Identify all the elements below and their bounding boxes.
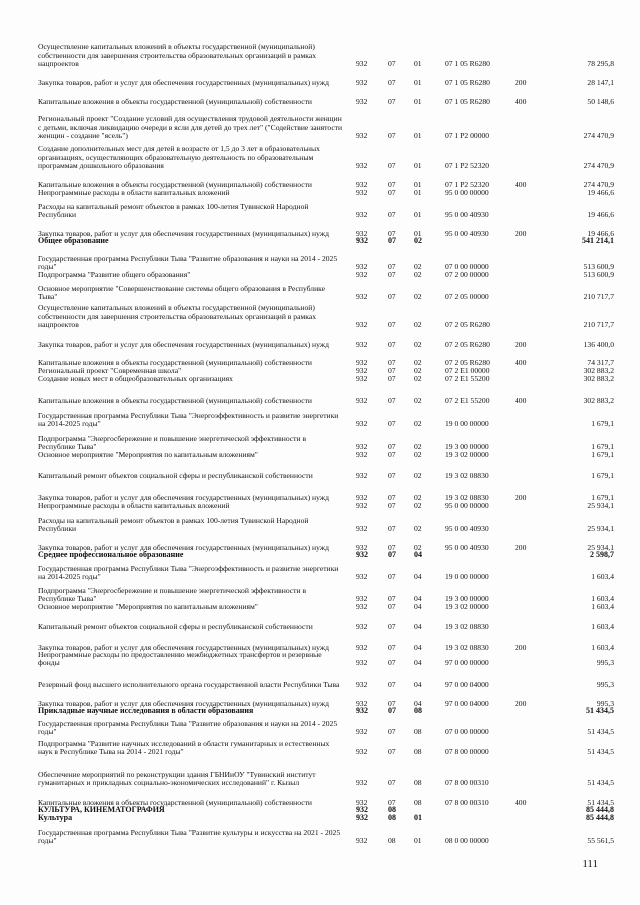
cell-adm: 932 <box>356 501 368 511</box>
cell-pr: 02 <box>414 236 422 246</box>
cell-sum: 85 444,8 <box>586 813 614 823</box>
cell-adm: 932 <box>356 161 368 171</box>
cell-sum: 25 934,1 <box>587 524 614 534</box>
cell-pr: 02 <box>414 493 422 503</box>
cell-rz: 07 <box>388 358 396 368</box>
cell-rz: 08 <box>388 836 396 846</box>
cell-vr: 200 <box>515 229 527 239</box>
cell-sum: 1 603,4 <box>591 622 614 632</box>
cell-sum: 1 603,4 <box>591 643 614 653</box>
cell-pr: 02 <box>414 366 422 376</box>
cell-sum: 50 148,6 <box>587 97 614 107</box>
cell-pr: 01 <box>414 97 422 107</box>
cell-adm: 932 <box>356 442 368 452</box>
cell-pr: 01 <box>414 836 422 846</box>
cell-sum: 1 603,4 <box>591 572 614 582</box>
cell-sum: 210 717,7 <box>583 292 614 302</box>
cell-cs: 95 0 00 40930 <box>445 229 489 239</box>
cell-pr: 04 <box>414 602 422 612</box>
cell-pr: 04 <box>414 622 422 632</box>
cell-vr: 200 <box>515 543 527 553</box>
cell-sum: 210 717,7 <box>583 320 614 330</box>
cell-pr: 02 <box>414 292 422 302</box>
cell-rz: 07 <box>388 229 396 239</box>
cell-adm: 932 <box>356 374 368 384</box>
cell-rz: 07 <box>388 572 396 582</box>
cell-cs: 07 2 05 R6280 <box>445 340 490 350</box>
cell-sum: 274 470,9 <box>583 131 614 141</box>
cell-cs: 95 0 00 40930 <box>445 210 489 220</box>
cell-rz: 07 <box>388 680 396 690</box>
cell-adm: 932 <box>356 543 368 553</box>
cell-cs: 19 3 02 00000 <box>445 602 489 612</box>
cell-adm: 932 <box>356 366 368 376</box>
cell-name: Культура <box>38 813 73 823</box>
cell-name: Создание новых мест в общеобразовательных организациях <box>38 374 233 384</box>
cell-adm: 932 <box>356 836 368 846</box>
cell-pr: 02 <box>414 358 422 368</box>
cell-cs: 95 0 00 40930 <box>445 543 489 553</box>
cell-rz: 07 <box>388 699 396 709</box>
cell-pr: 02 <box>414 442 422 452</box>
cell-pr: 01 <box>414 161 422 171</box>
cell-sum: 51 434,5 <box>586 706 614 716</box>
cell-sum: 513 600,9 <box>583 270 614 280</box>
cell-sum: 302 883,2 <box>583 366 614 376</box>
cell-pr: 04 <box>414 658 422 668</box>
cell-rz: 07 <box>388 340 396 350</box>
cell-name: Непрограммные расходы по предоставлению межбюджетных трансфертов и резервные фонды <box>38 649 322 668</box>
cell-name: Подпрограмма "Энергосбережение и повышение энергетической эффективности в Республике Тыва" <box>38 433 307 452</box>
cell-sum: 1 679,1 <box>591 493 614 503</box>
cell-cs: 07 1 05 R6280 <box>445 97 490 107</box>
cell-cs: 07 1 05 R6280 <box>445 78 490 88</box>
cell-name: Государственная программа Республики Тыва "Развитие культуры и искусства на 2021 - 2025 годы" <box>38 827 341 846</box>
cell-adm: 932 <box>356 450 368 460</box>
cell-rz: 07 <box>388 543 396 553</box>
cell-pr: 02 <box>414 340 422 350</box>
cell-adm: 932 <box>356 524 368 534</box>
cell-pr: 01 <box>414 210 422 220</box>
cell-name: Капитальный ремонт объектов социальной сферы и республиканской собственности <box>38 471 313 481</box>
cell-vr: 400 <box>515 358 527 368</box>
cell-cs: 19 3 02 00000 <box>445 450 489 460</box>
cell-cs: 07 1 P2 52320 <box>445 180 490 190</box>
cell-rz: 07 <box>388 658 396 668</box>
cell-rz: 07 <box>388 778 396 788</box>
cell-name: Закупка товаров, работ и услуг для обеспечения государственных (муниципальных) нужд <box>38 543 329 553</box>
cell-rz: 07 <box>388 270 396 280</box>
cell-cs: 07 1 P2 52320 <box>445 161 490 171</box>
cell-cs: 07 2 05 00000 <box>445 292 489 302</box>
cell-name: Обеспечение мероприятий по реконструкции здания ГБНИиОУ "Тувинский институт гуманитарных и прикладных социально-экономических исследований" г. Кызыл <box>38 769 316 788</box>
cell-cs: 19 3 02 08830 <box>445 622 489 632</box>
cell-cs: 97 0 00 00000 <box>445 658 489 668</box>
cell-sum: 1 603,4 <box>591 602 614 612</box>
cell-sum: 274 470,9 <box>583 161 614 171</box>
cell-name: Осуществление капитальных вложений в объекты государственной (муниципальной) собственности для завершения строительства образовательных организаций в рамках нацпроектов <box>38 303 316 330</box>
cell-rz: 07 <box>388 131 396 141</box>
cell-pr: 02 <box>414 450 422 460</box>
cell-sum: 1 679,1 <box>591 419 614 429</box>
cell-adm: 932 <box>356 262 368 272</box>
cell-cs: 97 0 00 04000 <box>445 699 489 709</box>
cell-cs: 08 0 00 00000 <box>445 836 489 846</box>
cell-rz: 07 <box>388 374 396 384</box>
cell-rz: 07 <box>388 210 396 220</box>
cell-rz: 07 <box>388 320 396 330</box>
cell-pr: 08 <box>414 778 422 788</box>
cell-rz: 07 <box>388 292 396 302</box>
cell-sum: 302 883,2 <box>583 374 614 384</box>
cell-sum: 74 317,7 <box>587 358 614 368</box>
cell-name: Государственная программа Республики Тыва "Энергоэффективность и развитие энергетики на 2014-2025 годы" <box>38 410 339 429</box>
cell-sum: 85 444,8 <box>586 805 614 815</box>
cell-adm: 932 <box>356 622 368 632</box>
cell-name: Общее образование <box>38 236 109 246</box>
cell-adm: 932 <box>356 778 368 788</box>
cell-pr: 02 <box>414 396 422 406</box>
cell-vr: 400 <box>515 97 527 107</box>
cell-vr: 200 <box>515 493 527 503</box>
cell-cs: 07 2 00 00000 <box>445 270 489 280</box>
cell-name: Непрограммные расходы в области капитальных вложений <box>38 501 230 511</box>
cell-rz: 07 <box>388 396 396 406</box>
cell-rz: 07 <box>388 550 396 560</box>
cell-pr: 02 <box>414 320 422 330</box>
cell-pr: 01 <box>414 59 422 69</box>
cell-cs: 07 1 05 R6280 <box>445 59 490 69</box>
cell-pr: 02 <box>414 374 422 384</box>
cell-rz: 07 <box>388 78 396 88</box>
cell-adm: 932 <box>356 550 368 560</box>
cell-pr: 02 <box>414 270 422 280</box>
cell-name: Основное мероприятие "Мероприятия по капитальным вложениям" <box>38 602 258 612</box>
cell-adm: 932 <box>356 699 368 709</box>
cell-rz: 07 <box>388 262 396 272</box>
cell-name: Расходы на капитальный ремонт объектов в рамках 100-летия Тувинской Народной Республики <box>38 515 309 534</box>
cell-adm: 932 <box>356 419 368 429</box>
cell-pr: 04 <box>414 643 422 653</box>
cell-pr: 08 <box>414 747 422 757</box>
cell-rz: 08 <box>388 813 396 823</box>
cell-pr: 01 <box>414 180 422 190</box>
cell-cs: 07 8 00 00310 <box>445 778 489 788</box>
cell-sum: 136 400,0 <box>583 340 614 350</box>
cell-adm: 932 <box>356 229 368 239</box>
cell-cs: 19 3 00 00000 <box>445 594 489 604</box>
cell-pr: 04 <box>414 550 422 560</box>
cell-cs: 19 0 00 00000 <box>445 572 489 582</box>
cell-name: Осуществление капитальных вложений в объекты государственной (муниципальной) собственности для завершения строительства образовательных организаций в рамках нацпроектов <box>38 42 316 69</box>
cell-pr: 08 <box>414 727 422 737</box>
cell-rz: 07 <box>388 188 396 198</box>
cell-pr: 04 <box>414 594 422 604</box>
cell-name: Государственная программа Республики Тыва "Энергоэффективность и развитие энергетики на 2014-2025 годы" <box>38 563 339 582</box>
cell-rz: 07 <box>388 97 396 107</box>
page-number: 111 <box>582 858 598 870</box>
cell-name: Закупка товаров, работ и услуг для обеспечения государственных (муниципальных) нужд <box>38 493 329 503</box>
cell-name: Создание дополнительных мест для детей в возрасте от 1,5 до 3 лет в образовательных организациях, осуществляющих образовательную деятельность по образовательным программам дошкольного образования <box>38 144 320 171</box>
cell-cs: 07 2 05 R6280 <box>445 320 490 330</box>
cell-vr: 200 <box>515 643 527 653</box>
cell-name: Основное мероприятие "Мероприятия по капитальным вложениям" <box>38 450 258 460</box>
cell-pr: 01 <box>414 813 422 823</box>
cell-sum: 1 603,4 <box>591 594 614 604</box>
cell-name: Капитальные вложения в объекты государственной (муниципальной) собственности <box>38 396 312 406</box>
cell-cs: 19 0 00 00000 <box>445 419 489 429</box>
cell-pr: 01 <box>414 78 422 88</box>
cell-adm: 932 <box>356 188 368 198</box>
cell-pr: 08 <box>414 706 422 716</box>
cell-rz: 07 <box>388 643 396 653</box>
cell-vr: 400 <box>515 180 527 190</box>
cell-rz: 07 <box>388 59 396 69</box>
cell-rz: 07 <box>388 622 396 632</box>
cell-cs: 19 3 02 08830 <box>445 471 489 481</box>
cell-cs: 07 8 00 00310 <box>445 798 489 808</box>
cell-name: Непрограммные расходы в области капитальных вложений <box>38 188 230 198</box>
cell-name: КУЛЬТУРА, КИНЕМАТОГРАФИЯ <box>38 805 165 815</box>
cell-adm: 932 <box>356 236 368 246</box>
cell-cs: 95 0 00 40930 <box>445 524 489 534</box>
cell-pr: 01 <box>414 188 422 198</box>
cell-sum: 513 600,9 <box>583 262 614 272</box>
cell-name: Капитальные вложения в объекты государственной (муниципальной) собственности <box>38 798 312 808</box>
cell-rz: 07 <box>388 236 396 246</box>
cell-sum: 19 466,6 <box>587 188 614 198</box>
cell-rz: 07 <box>388 180 396 190</box>
cell-name: Государственная программа Республики Тыва "Развитие образования и науки на 2014 - 2025 годы" <box>38 253 338 272</box>
cell-pr: 01 <box>414 229 422 239</box>
cell-cs: 07 0 00 00000 <box>445 727 489 737</box>
cell-pr: 04 <box>414 680 422 690</box>
cell-rz: 07 <box>388 602 396 612</box>
cell-rz: 07 <box>388 471 396 481</box>
cell-adm: 932 <box>356 805 368 815</box>
cell-sum: 2 598,7 <box>590 550 614 560</box>
cell-cs: 07 2 E1 55200 <box>445 396 490 406</box>
cell-vr: 200 <box>515 340 527 350</box>
cell-sum: 541 214,1 <box>582 236 614 246</box>
cell-name: Основное мероприятие "Совершенствование системы общего образования в Республике Тыва" <box>38 283 326 302</box>
cell-sum: 19 466,6 <box>587 229 614 239</box>
cell-sum: 274 470,9 <box>583 180 614 190</box>
cell-name: Капитальные вложения в объекты государственной (муниципальной) собственности <box>38 97 312 107</box>
cell-sum: 28 147,1 <box>587 78 614 88</box>
cell-adm: 932 <box>356 270 368 280</box>
cell-name: Прикладные научные исследования в области образования <box>38 706 254 716</box>
cell-name: Подпрограмма "Энергосбережение и повышение энергетической эффективности в Республике Тыва" <box>38 585 307 604</box>
cell-adm: 932 <box>356 131 368 141</box>
cell-pr: 02 <box>414 471 422 481</box>
cell-name: Закупка товаров, работ и услуг для обеспечения государственных (муниципальных) нужд <box>38 78 329 88</box>
cell-adm: 932 <box>356 320 368 330</box>
table-row <box>0 806 640 846</box>
cell-sum: 302 883,2 <box>583 396 614 406</box>
cell-name: Региональный проект "Современная школа" <box>38 366 182 376</box>
cell-adm: 932 <box>356 602 368 612</box>
cell-pr: 02 <box>414 419 422 429</box>
cell-adm: 932 <box>356 813 368 823</box>
cell-sum: 51 434,5 <box>587 727 614 737</box>
cell-name: Закупка товаров, работ и услуг для обеспечения государственных (муниципальных) нужд <box>38 340 329 350</box>
cell-name: Капитальные вложения в объекты государственной (муниципальной) собственности <box>38 180 312 190</box>
cell-name: Закупка товаров, работ и услуг для обеспечения государственных (муниципальных) нужд <box>38 643 329 653</box>
cell-adm: 932 <box>356 643 368 653</box>
cell-name: Региональный проект "Создание условий для осуществления трудовой деятельности женщин с детьми, включая ликвидацию очереди в ясли для детей до трех лет" ("Содействие занятости женщин - создание "ясель") <box>38 114 343 141</box>
cell-rz: 07 <box>388 727 396 737</box>
cell-adm: 932 <box>356 747 368 757</box>
cell-sum: 995,3 <box>596 658 614 668</box>
cell-adm: 932 <box>356 727 368 737</box>
cell-sum: 51 434,5 <box>587 778 614 788</box>
cell-adm: 932 <box>356 180 368 190</box>
cell-sum: 995,3 <box>596 680 614 690</box>
cell-cs: 95 0 00 00000 <box>445 501 489 511</box>
cell-name: Капитальные вложения в объекты государственной (муниципальной) собственности <box>38 358 312 368</box>
cell-vr: 400 <box>515 396 527 406</box>
cell-adm: 932 <box>356 680 368 690</box>
cell-sum: 1 679,1 <box>591 450 614 460</box>
cell-adm: 932 <box>356 658 368 668</box>
cell-name: Расходы на капитальный ремонт объектов в рамках 100-летия Тувинской Народной Республики <box>38 201 309 220</box>
cell-adm: 932 <box>356 210 368 220</box>
cell-name: Подпрограмма "Развитие научных исследований в области гуманитарных и естественных наук в Республике Тыва на 2014 - 2021 годы" <box>38 738 330 757</box>
cell-cs: 07 8 00 00000 <box>445 747 489 757</box>
cell-cs: 07 2 05 R6280 <box>445 358 490 368</box>
cell-cs: 19 3 00 00000 <box>445 442 489 452</box>
cell-adm: 932 <box>356 59 368 69</box>
cell-sum: 25 934,1 <box>587 501 614 511</box>
cell-cs: 97 0 00 04000 <box>445 680 489 690</box>
cell-sum: 78 295,8 <box>587 59 614 69</box>
cell-vr: 200 <box>515 699 527 709</box>
cell-cs: 07 2 E1 55200 <box>445 374 490 384</box>
cell-rz: 07 <box>388 524 396 534</box>
cell-rz: 07 <box>388 442 396 452</box>
cell-name: Закупка товаров, работ и услуг для обеспечения государственных (муниципальных) нужд <box>38 229 329 239</box>
cell-rz: 07 <box>388 747 396 757</box>
cell-name: Закупка товаров, работ и услуг для обеспечения государственных (муниципальных) нужд <box>38 699 329 709</box>
cell-rz: 08 <box>388 805 396 815</box>
cell-adm: 932 <box>356 97 368 107</box>
cell-cs: 07 0 00 00000 <box>445 262 489 272</box>
cell-rz: 07 <box>388 450 396 460</box>
cell-name: Среднее профессиональное образование <box>38 550 184 560</box>
cell-cs: 07 2 E1 00000 <box>445 366 490 376</box>
cell-rz: 07 <box>388 501 396 511</box>
cell-rz: 07 <box>388 594 396 604</box>
cell-sum: 55 561,5 <box>587 836 614 846</box>
cell-adm: 932 <box>356 493 368 503</box>
cell-pr: 01 <box>414 131 422 141</box>
cell-pr: 02 <box>414 262 422 272</box>
cell-adm: 932 <box>356 292 368 302</box>
cell-adm: 932 <box>356 798 368 808</box>
cell-adm: 932 <box>356 471 368 481</box>
cell-sum: 25 934,1 <box>587 543 614 553</box>
cell-cs: 19 3 02 08830 <box>445 493 489 503</box>
cell-rz: 07 <box>388 366 396 376</box>
cell-rz: 07 <box>388 706 396 716</box>
cell-name: Государственная программа Республики Тыва "Развитие образования и науки на 2014 - 2025 годы" <box>38 718 338 737</box>
cell-sum: 19 466,6 <box>587 210 614 220</box>
cell-pr: 02 <box>414 543 422 553</box>
cell-name: Резервный фонд высшего исполнительного органа государственной власти Республики Тыва <box>38 680 340 690</box>
cell-sum: 995,3 <box>596 699 614 709</box>
cell-sum: 51 434,5 <box>587 747 614 757</box>
cell-sum: 1 679,1 <box>591 471 614 481</box>
cell-adm: 932 <box>356 358 368 368</box>
cell-pr: 02 <box>414 501 422 511</box>
cell-vr: 400 <box>515 798 527 808</box>
cell-rz: 07 <box>388 419 396 429</box>
cell-pr: 02 <box>414 524 422 534</box>
cell-adm: 932 <box>356 706 368 716</box>
cell-name: Капитальный ремонт объектов социальной сферы и республиканской собственности <box>38 622 313 632</box>
cell-cs: 19 3 02 08830 <box>445 643 489 653</box>
cell-adm: 932 <box>356 594 368 604</box>
cell-adm: 932 <box>356 78 368 88</box>
cell-sum: 1 679,1 <box>591 442 614 452</box>
cell-rz: 07 <box>388 161 396 171</box>
cell-rz: 07 <box>388 798 396 808</box>
cell-name: Подпрограмма "Развитие общего образования" <box>38 270 191 280</box>
cell-vr: 200 <box>515 78 527 88</box>
cell-cs: 95 0 00 00000 <box>445 188 489 198</box>
cell-sum: 51 434,5 <box>587 798 614 808</box>
cell-adm: 932 <box>356 396 368 406</box>
cell-rz: 07 <box>388 493 396 503</box>
cell-pr: 04 <box>414 699 422 709</box>
cell-pr: 04 <box>414 572 422 582</box>
cell-adm: 932 <box>356 572 368 582</box>
cell-adm: 932 <box>356 340 368 350</box>
cell-pr: 08 <box>414 798 422 808</box>
cell-cs: 07 1 P2 00000 <box>445 131 490 141</box>
